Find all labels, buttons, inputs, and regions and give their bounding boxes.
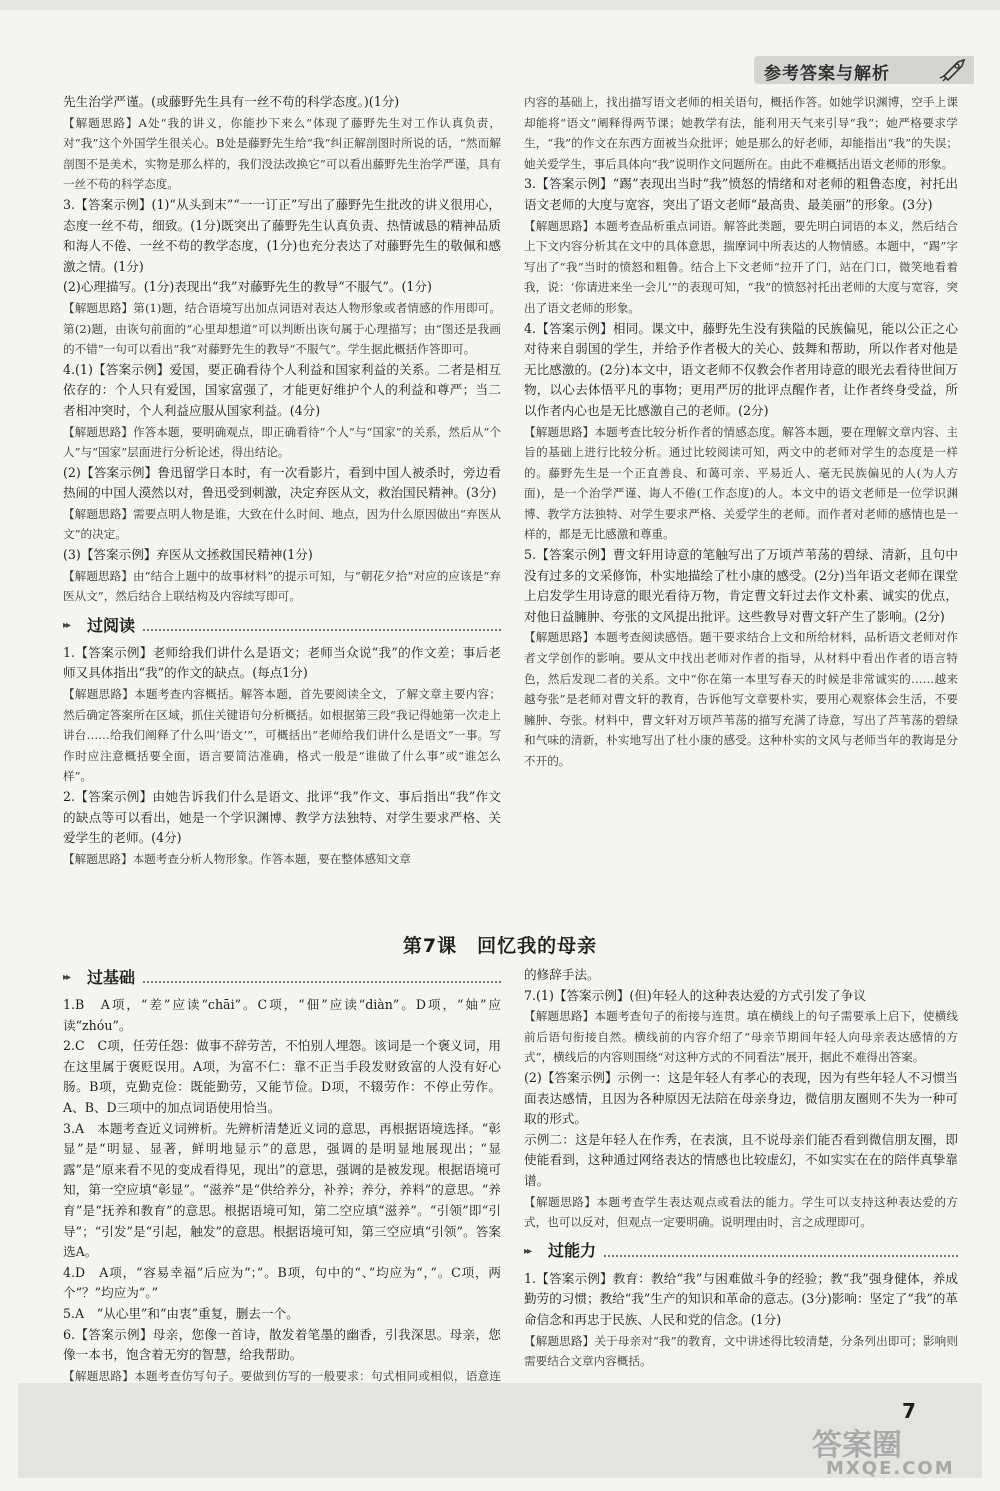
section-heading-basics [63,965,501,991]
analysis-paragraph: 【解题思路】第(1)题，结合语境写出加点词语对表达人物形象或者情感的作用即可。第(2)题，由诙句前面的“心里却想道”可以判断出诙句属于心理描写；由“图还是我画的不错”一句可以看出“我”对藤野先生的教导“不服气”。学生据此概括作答即可。 [63,300,501,357]
answer-paragraph: 的修辞手法。 [524,967,600,982]
watermark-brand: 答案圈 [812,1428,902,1463]
analysis-paragraph: 【解题思路】A处“我的讲义，你能抄下来么”体现了藤野先生对工作认真负责，对“我”这个外国学生很关心。B处是藤野先生给“我”纠正解剖图时所说的话，“然而解剖图不是美术，实物是那么样的，我们没法改换它”可以看出藤野先生治学严谨，具有一丝不苟的科学态度。 [63,115,501,192]
answer-paragraph: 3.【答案示例】“踢”表现出当时“我”愤怒的情绪和对老师的粗鲁态度，衬托出语文老师的大度与宽容，突出了语文老师“最高贵、最美丽”的形象。(3分) [524,176,958,212]
header-badge [754,56,974,84]
left-column-top [63,92,501,869]
answer-paragraph: (2)心理描写。(1分)表现出“我”对藤野先生的教导“不服气”。(1分) [63,279,432,295]
section-title: 过基础 [87,967,136,987]
section-rule [143,981,501,983]
section-rule [604,1255,958,1257]
analysis-paragraph: 【解题思路】关于母亲对“我”的教育，文中讲述得比较清楚，分条列出即可；影响则需要结合文章内容概括。 [524,1333,958,1369]
section-title: 过阅读 [87,615,136,635]
analysis-paragraph: 【解题思路】本题考查分析人物形象。作答本题，要在整体感知文章 [63,851,411,866]
analysis-paragraph: 【解题思路】本题考查句子的衔接与连贯。填在横线上的句子需要承上启下，使横线前后语句衔接自然。横线前的内容介绍了“母亲节期间年轻人向母亲表达感情的方式”，横线后的内容则围绕“对这种方式的不同看法”展开，据此不难得出答案。 [524,1009,958,1065]
answer-paragraph: 5.【答案示例】曹文轩用诗意的笔触写出了万顷芦苇荡的碧绿、清新，且句中没有过多的文采修饰，朴实地描绘了杜小康的感受。(2分)当年语文老师在课堂上启发学生用诗意的眼光看待万物，肯定曹文轩过去作文朴素、诚实的优点，对他日益臃肿、夸张的文风提出批评。这些教导对曹文轩产生了影响。(2分) [524,547,958,624]
watermark-site: MXQE.COM [826,1458,955,1479]
analysis-paragraph: 【解题思路】由“结合上题中的故事材料”的提示可知，与“朝花夕拾”对应的应该是“弃医从文”，然后结合上联结构及内容续写即可。 [63,568,501,604]
section-rule [143,629,501,631]
right-column-bottom [524,965,958,1372]
answer-paragraph: 4.D A项，“容易幸福”后应为“；”。B项，句中的“、”均应为“，”。C项，两个“？”均应为“。” [63,1264,501,1301]
answer-paragraph: 先生治学严谨。(或藤野先生具有一丝不苟的科学态度。)(1分) [63,94,400,109]
analysis-paragraph: 【解题思路】本题考查仿写句子。要做到仿写的一般要求：句式相同或相似，语意连 [63,1368,501,1383]
analysis-paragraph: 【解题思路】本题考查比较分析作者的情感态度。解答本题，要在理解文章内容、主旨的基础上进行比较分析。通过比较阅读可知，两文中的老师对学生的态度是一样的。藤野先生是一个正直善良、和蔼可亲、平易近人、毫无民族偏见的人(为人方面)，是一个治学严谨、诲人不倦(工作态度)的人。本文中的语文老师是一位学识渊博、教学方法独特、对学生要求严格、关爱学生的老师。而作者对老师的感情也是一样的，都是无比感激和尊重。 [524,424,958,542]
section-marker-icon: ▸▸ [524,1245,531,1257]
answer-paragraph: 1.【答案示例】老师给我们讲什么是语文；老师当众说“我”的作文差；事后老师又具体指出“我”的作文的缺点。(每点1分) [63,644,501,681]
answer-paragraph: 示例二：这是年轻人在作秀，在表演，且不说母亲们能否看到微信朋友圈，即使能看到，这种通过网络表达的情感也比较虚幻，不如实实在在的陪伴真挚靠谱。 [524,1131,958,1188]
section-heading-ability [524,1239,958,1265]
analysis-paragraph: 【解题思路】本题考查阅读感悟。题干要求结合上文和所给材料，品析语文老师对作者文学创作的影响。要从文中找出老师对作者的指导，从材料中看出作者的语言特色，然后发现二者的关系。文中“你在第一本里写春天的时候是非常诚实的……越来越夸张”是老师对曹文轩的教育，告诉他写文章要朴实，要用心观察体会生活，不要臃肿、夸张。材料中，曹文轩对万顷芦苇荡的描写充满了诗意，写出了芦苇荡的碧绿和气味的清新，朴实地写出了杜小康的感受。这种朴实的文风与老师当年的教诲是分不开的。 [524,630,958,768]
answer-paragraph: 3.【答案示例】(1)“从头到末”“一一订正”写出了藤野先生批改的讲义很用心，态度一丝不苟，细致。(1分)既突出了藤野先生认真负责、热情诚恳的精神品质和海人不倦、一丝不苟的教学态度，(1分)也充分表达了对藤野先生的敬佩和感激之情。(1分) [63,196,501,274]
answer-paragraph: (2)【答案示例】示例一：这是年轻人有孝心的表现，因为有些年轻人不习惯当面表达感情，且因为各种原因无法陪在母亲身边，微信朋友圈则不失为一种可取的形式。 [524,1069,958,1127]
section-heading-reading [63,613,501,639]
answer-paragraph: 1.【答案示例】教育：教给“我”与困难做斗争的经验；教“我”强身健体，养成勤劳的习惯；教给“我”生产的知识和革命的意志。(3分)影响：坚定了“我”的革命信念和再忠于民族、人民和党的信念。(1分) [524,1270,958,1327]
right-column-top [524,92,958,772]
analysis-paragraph: 内容的基础上，找出描写语文老师的相关语句，概括作答。如她学识渊博，空手上课却能将“语文”阐释得两节课；她教学有法，能利用天气来引导“我”；她严格要求学生，“我”的作文在东西方面被当众批评；她是那么的好老师，却能指出“我”的失误；她关爱学生，事后具体向“我”说明作文问题所在。由此不难概括出语文老师的形象。 [524,95,958,171]
section-marker-icon: ▸▸ [63,972,70,983]
section-title: 过能力 [548,1241,597,1261]
page-number: 7 [902,1399,916,1423]
answer-paragraph: 6.【答案示例】母亲，您像一首诗，散发着笔墨的幽香，引我深思。母亲，您像一本书，饱含着无穷的智慧，给我帮助。 [63,1326,501,1363]
answer-paragraph: (3)【答案示例】弃医从文拯救国民精神(1分) [63,547,313,563]
answer-paragraph: 4.(1)【答案示例】爱国，要正确看待个人利益和国家利益的关系。二者是相互依存的：个人只有爱国，国家富强了，才能更好维护个人的利益和尊严；当二者相冲突时，个人利益应服从国家利益。(4分) [63,361,501,418]
answer-paragraph: 3.A 本题考查近义词辨析。先辨析清楚近义词的意思，再根据语境选择。“彰显”是“明显、显著，鲜明地显示”的意思，强调的是明显地展现出；“显露”是“原来看不见的变成看得见，现出”的意思，强调的是被发现。根据语境可知，第一空应填“彰显”。“滋养”是“供给养分，补养；养分，养料”的意思。“养育”是“抚养和教育”的意思。根据语境可知，第二空应填“滋养”。“引领”即“引导”；“引发”是“引起，触发”的意思。根据语境可知，第三空应填“引领”。答案选A。 [63,1120,501,1260]
answer-paragraph: 2.【答案示例】由她告诉我们什么是语文、批评“我”作文、事后指出“我”作文的缺点等可以看出，她是一个学识渊博、教学方法独特、对学生要求严格、关爱学生的老师。(4分) [63,789,501,846]
answer-paragraph: 5.A “从心里”和“由衷”重复，删去一个。 [63,1305,299,1321]
lesson-title: 第7课 回忆我的母亲 [402,935,598,957]
answer-paragraph: 4.【答案示例】相同。课文中，藤野先生没有狭隘的民族偏见，能以公正之心对待来自弱国的学生，并给予作者极大的关心、鼓舞和帮助，所以作者对他是无比感激的。(2分)本文中，语文老师不仅教会作者用诗意的眼光去看待世间万物，以心去体悟平凡的事物；更用严厉的批评点醒作者，让作者终身受益，所以作者内心也是无比感激自己的老师。(2分) [524,320,958,418]
header-strip [0,0,1000,10]
answer-paragraph: 7.(1)【答案示例】(但)年轻人的这种表达爱的方式引发了争议 [524,987,866,1003]
analysis-paragraph: 【解题思路】本题考查品析重点词语。解答此类题，要先明白词语的本义，然后结合上下文内容分析其在文中的具体意思，揣摩词中所表达的人物情感。本题中，“踢”字写出了“我”当时的愤怒和粗鲁。结合上下文老师“拉开了门，站在门口，微笑地看着我，说：‘你请进来坐一会儿’”的表现可知，“我”的愤怒衬托出老师的大度与宽容，突出了语文老师的形象。 [524,218,958,315]
answer-paragraph: (2)【答案示例】鲁迅留学日本时，有一次看影片，看到中国人被杀时，旁边看热闹的中国人漠然以对，鲁迅受到刺激，决定弃医从文，救治国民精神。(3分) [63,464,501,501]
analysis-paragraph: 【解题思路】本题考查内容概括。解答本题，首先要阅读全文，了解文章主要内容；然后确定答案所在区域，抓住关键语句分析概括。如根据第三段“我记得她第一次走上讲台……给我们阐释了什么叫‘语文’”，可概括出“老师给我们讲什么是语文”一事。写作时应注意概括要全面，语言要简洁准确，格式一般是“谁做了什么事”或“谁怎么样”。 [63,687,501,784]
left-column-bottom [63,965,501,1407]
header-title: 参考答案与解析 [764,64,890,84]
answer-paragraph: 1.B A项，“差”应读“chāi”。C项，“佃”应读“diàn”。D项，“妯”应读“zhóu”。 [63,997,501,1033]
answer-paragraph: 2.C C项，任劳任怨：做事不辞劳苦，不怕别人埋怨。该词是一个褒义词，用在这里属于褒贬误用。A项，为富不仁：靠不正当手段发财致富的人没有好心肠。B项，克勤克俭：既能勤劳，又能节俭。D项，不辍劳作：不停止劳作。A、B、D三项中的加点词语使用恰当。 [63,1038,501,1115]
section-marker-icon: ▸▸ [63,619,70,631]
analysis-paragraph: 【解题思路】本题考查学生表达观点或看法的能力。学生可以支持这种表达爱的方式，也可以反对，但观点一定要明确。说明理由时，言之成理即可。 [524,1194,958,1230]
analysis-paragraph: 【解题思路】需要点明人物是谁，大致在什么时间、地点，因为什么原因做出“弃医从文”的决定。 [63,506,501,542]
analysis-paragraph: 【解题思路】作答本题，要明确观点，即正确看待“个人”与“国家”的关系，然后从“个人”与“国家”层面进行分析论述，得出结论。 [63,424,501,460]
rocket-icon [938,58,968,82]
page-header [0,0,1000,86]
